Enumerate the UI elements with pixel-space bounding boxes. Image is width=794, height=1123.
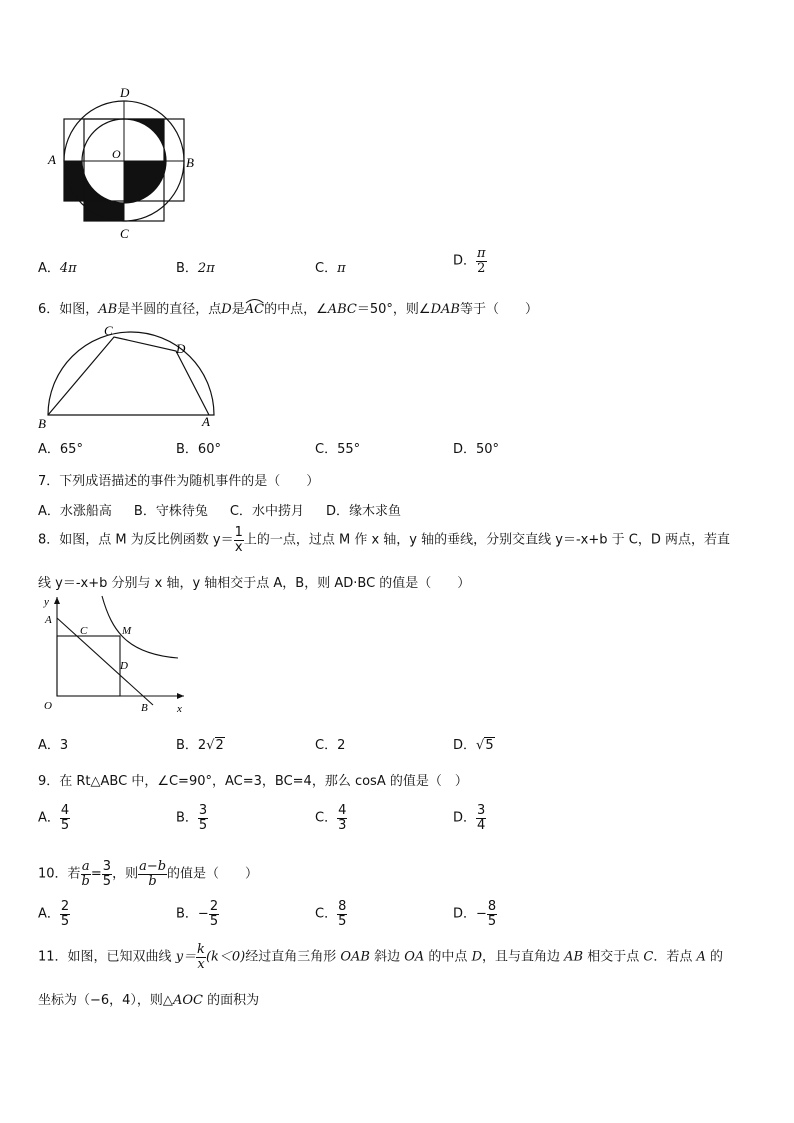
q8-line: [57, 618, 153, 705]
q5-option-b: [176, 257, 215, 276]
q6-option-b: [176, 438, 221, 457]
q6-dab: DAB: [430, 302, 460, 317]
q8-option-b-radicand: 2: [215, 738, 224, 753]
q5-option-a: [38, 257, 77, 276]
q11-cond: (k＜0): [205, 949, 246, 965]
q8-option-b-sqrt: √2: [206, 738, 224, 753]
q7-option-c-label: C．: [229, 504, 252, 519]
q9-option-d-label: D．: [453, 810, 477, 826]
q7-option-d-label: D．: [325, 504, 349, 519]
q6-arc-mark: [245, 298, 264, 304]
q10-option-c-den: 5: [338, 913, 347, 929]
q7-option-a-value: 水涨船高: [59, 504, 112, 519]
q8-frac-den: x: [234, 539, 243, 555]
q11-text-6: 相交于点: [583, 949, 644, 965]
q10-option-d-den: 5: [487, 913, 497, 929]
q8-label-a: A: [45, 614, 52, 626]
q6-text-1: 如图，: [59, 302, 99, 317]
q6-label-d: D: [176, 341, 186, 356]
q6-number: 6．: [38, 302, 60, 317]
q10-option-c-label: C．: [315, 906, 338, 922]
q10-option-b-label: B．: [176, 906, 198, 922]
q7-option-b-label: B．: [133, 504, 156, 519]
q11-ab: AB: [564, 949, 584, 965]
q6-option-a-label: A．: [38, 442, 60, 457]
q10-text-3: 的值是（ ）: [167, 866, 259, 882]
q11-text-2: 经过直角三角形: [245, 949, 341, 965]
q9-option-b-label: B．: [176, 810, 198, 826]
q9-option-c-fraction: [337, 804, 347, 832]
q10-stem: [38, 860, 258, 888]
q5-option-d: [453, 247, 487, 275]
q9-option-c-label: C．: [315, 810, 338, 826]
q6-option-c-label: C．: [315, 442, 338, 457]
q8-option-b-coef: 2: [197, 738, 207, 753]
q11-d: D: [471, 949, 482, 965]
q10-option-a-num: 2: [60, 899, 70, 914]
q5-label-a: A: [48, 152, 56, 167]
q11-line-2b: 的面积为: [202, 993, 260, 1008]
q9-option-a-num: 4: [60, 803, 70, 818]
q11-stem-line-2: [38, 989, 259, 1008]
q9-stem: 9．在 Rt△ABC 中，∠C=90°，AC=3，BC=4，那么 cosA 的值是（ ）: [38, 774, 468, 789]
q6-option-d-value: 50°: [476, 442, 500, 457]
q11-text-8: 的: [705, 949, 723, 965]
q10-f2-den: 5: [102, 873, 112, 889]
q5-label-b: B: [186, 155, 194, 170]
q6-arc-ac: AC: [245, 302, 264, 317]
q6-text-4: 的中点，∠: [264, 302, 328, 317]
q10-option-a-label: A．: [38, 906, 60, 922]
q10-option-b-sign: −: [197, 906, 209, 922]
q5-option-b-label: B．: [176, 261, 198, 276]
q6-text-2: 是半圆的直径，点: [117, 302, 222, 317]
q10-option-d: [453, 900, 497, 928]
q6-option-a-value: 65°: [59, 442, 83, 457]
q10-f3-den: b: [148, 873, 157, 889]
q8-option-a-value: 3: [59, 738, 69, 753]
q9-option-b-num: 3: [198, 803, 208, 818]
q8-option-d: [453, 734, 495, 753]
q8-label-x: x: [177, 703, 182, 715]
q6-label-c: C: [104, 323, 113, 338]
q6-label-a: A: [202, 414, 210, 429]
q9-option-a-fraction: [60, 804, 70, 832]
q11-fraction: [196, 943, 206, 971]
q11-oab: OAB: [340, 949, 370, 965]
q9-option-c: [315, 804, 347, 832]
q9-option-b-den: 5: [198, 817, 208, 833]
q7-option-c-value: 水中捞月: [251, 504, 304, 519]
q9-option-c-num: 4: [338, 803, 347, 818]
q7-option-a: [38, 504, 112, 519]
q9-option-d-den: 4: [477, 817, 486, 833]
q5-label-o: O: [112, 147, 121, 161]
q6-option-b-label: B．: [176, 442, 198, 457]
q8-label-b: B: [141, 702, 148, 714]
q6-semicircle: [48, 332, 214, 415]
q6-option-d-label: D．: [453, 442, 477, 457]
q11-frac-den: x: [197, 956, 205, 972]
q8-hyperbola: [102, 596, 178, 658]
q9-option-d-fraction: [476, 804, 486, 832]
q6-figure: [36, 322, 226, 434]
q5-option-d-den: 2: [477, 260, 486, 276]
q8-option-b: [176, 734, 225, 753]
q10-option-b-num: 2: [209, 899, 219, 914]
q11-aoc: AOC: [172, 993, 203, 1008]
q8-label-d: D: [120, 660, 128, 672]
q8-option-d-radicand: 5: [485, 738, 494, 753]
q8-option-c-label: C．: [315, 738, 338, 753]
q6-text-3: 是: [231, 302, 245, 317]
q8-stem-line-2: 线 y＝-x+b 分别与 x 轴，y 轴相交于点 A，B，则 AD·BC 的值是（ ）: [38, 576, 471, 591]
q6-text-6: 等于（ ）: [459, 302, 538, 317]
q6-option-c: [315, 438, 360, 457]
q10-option-d-label: D．: [453, 906, 477, 922]
q6-option-c-value: 55°: [337, 442, 361, 457]
q9-option-c-den: 3: [338, 817, 347, 833]
q10-option-d-fraction: [487, 900, 497, 928]
q10-option-b-den: 5: [209, 913, 219, 929]
q8-option-d-label: D．: [453, 738, 477, 753]
q8-frac-num: 1: [234, 525, 243, 540]
q7-option-b-value: 守株待兔: [155, 504, 208, 519]
q10-fraction-3-5: [102, 860, 112, 888]
q5-option-d-fraction: [476, 247, 487, 275]
q11-text-3: 斜边: [369, 949, 405, 965]
q5-option-b-value: 2π: [197, 261, 215, 276]
q8-stem-line-1: [38, 526, 730, 554]
q8-text-2: 上的一点，过点 M 作 x 轴，y 轴的垂线，分别交直线 y＝-x+b 于 C，D 两点，若直: [243, 532, 730, 548]
q5-option-c-value: π: [337, 261, 346, 276]
q9-option-d: [453, 804, 486, 832]
q6-option-b-value: 60°: [197, 442, 221, 457]
q7-stem: 7．下列成语描述的事件为随机事件的是（ ）: [38, 474, 320, 489]
q9-option-a-den: 5: [60, 817, 70, 833]
q9-option-a-label: A．: [38, 810, 60, 826]
q8-option-c-value: 2: [337, 738, 346, 753]
q11-text-4: 的中点: [424, 949, 472, 965]
q5-option-d-num: π: [477, 246, 486, 261]
q10-option-c: [315, 900, 347, 928]
q10-fraction-expr: [138, 860, 167, 888]
q8-option-a: [38, 734, 68, 753]
q8-label-o: O: [44, 700, 52, 712]
q8-option-c: [315, 734, 345, 753]
q9-option-a: [38, 804, 70, 832]
q11-text-5: ，且与直角边: [482, 949, 565, 965]
q5-option-c: [315, 257, 346, 276]
q11-text-1: 11．如图，已知双曲线: [38, 949, 176, 965]
q11-frac-num: k: [197, 942, 205, 957]
q5-figure: [40, 80, 210, 245]
q5-option-a-label: A．: [38, 261, 60, 276]
q11-line-2a: 坐标为（−6，4），则△: [38, 993, 173, 1008]
q10-option-d-num: 8: [487, 899, 497, 914]
q7-options: [38, 500, 401, 519]
q5-option-c-label: C．: [315, 261, 338, 276]
q8-option-d-sqrt: √5: [476, 738, 494, 753]
q11-a: A: [696, 949, 706, 965]
q10-f3-num: a−b: [139, 859, 167, 874]
q9-option-b-fraction: [198, 804, 208, 832]
q6-text-5: ＝50°，则∠: [356, 302, 431, 317]
q10-option-b: [176, 900, 219, 928]
q5-option-d-label: D．: [453, 253, 477, 269]
q11-c: C: [643, 949, 654, 965]
q7-option-d-value: 缘木求鱼: [348, 504, 401, 519]
q10-option-a: [38, 900, 70, 928]
q10-option-a-den: 5: [60, 913, 70, 929]
q5-option-a-value: 4π: [59, 261, 77, 276]
q8-text-1: 8．如图，点 M 为反比例函数 y＝: [38, 532, 234, 548]
q7-option-b: [134, 504, 208, 519]
q7-option-d: [326, 504, 401, 519]
q5-label-d: D: [120, 85, 130, 100]
q9-option-b: [176, 804, 208, 832]
q10-fraction-a-b: [81, 860, 91, 888]
q8-option-a-label: A．: [38, 738, 60, 753]
q8-option-b-label: B．: [176, 738, 198, 753]
q10-option-c-num: 8: [338, 899, 347, 914]
q6-abc: ABC: [327, 302, 357, 317]
q6-d: D: [221, 302, 232, 317]
q10-f2-num: 3: [102, 859, 112, 874]
q6-option-a: [38, 438, 83, 457]
q10-f1-num: a: [81, 859, 90, 874]
q10-text-1: 10．若: [38, 866, 81, 882]
q6-ab: AB: [98, 302, 118, 317]
q11-text-7: ．若点: [653, 949, 697, 965]
q6-option-d: [453, 438, 499, 457]
q11-stem-line-1: [38, 943, 723, 971]
q8-fraction: [234, 526, 244, 554]
q6-label-b: B: [38, 416, 46, 431]
q10-option-b-fraction: [209, 900, 219, 928]
q6-stem: [38, 298, 538, 317]
q7-option-c: [230, 504, 304, 519]
q8-label-m: M: [122, 625, 132, 637]
q7-option-a-label: A．: [38, 504, 60, 519]
q10-option-d-sign: −: [476, 906, 487, 922]
q10-option-c-fraction: [337, 900, 347, 928]
q10-f1-den: b: [81, 873, 90, 889]
q10-option-a-fraction: [60, 900, 70, 928]
q8-figure: [36, 592, 196, 718]
q11-oa: OA: [404, 949, 425, 965]
q5-label-c: C: [120, 226, 129, 241]
q10-eq: =: [90, 866, 102, 882]
q8-label-c: C: [80, 625, 88, 637]
q8-label-y: y: [44, 596, 49, 608]
q11-y-eq: y＝: [175, 949, 197, 965]
q10-text-2: ，则: [112, 866, 139, 882]
q9-option-d-num: 3: [477, 803, 486, 818]
